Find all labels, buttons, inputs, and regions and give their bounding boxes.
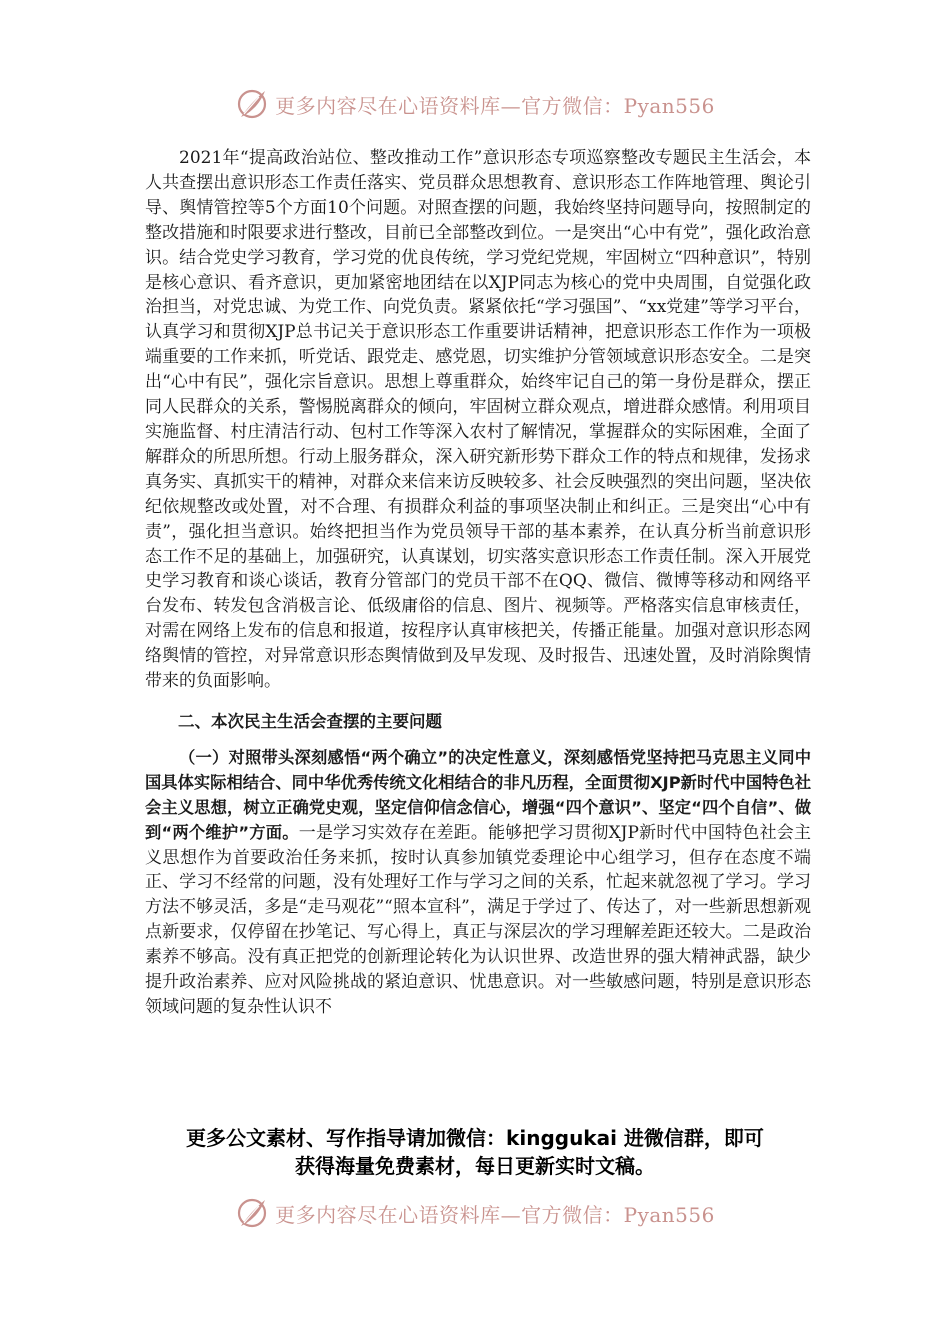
watermark-banner-bottom: [0, 1193, 950, 1233]
body-paragraph: 2021年“提高政治站位、整改推动工作”意识形态专项巡察整改专题民主生活会，本人共查摆出意识形态工作责任落实、党员群众思想教育、意识形态工作阵地管理、舆论引导、舆情管控等5个方面10个问题。对照查摆的问题，我始终坚持问题导向，按照制定的整改措施和时限要求进行整改，目前已全部整改到位。一是突出“心中有党”，强化政治意识。结合党史学习教育，学习党的优良传统，学习党纪党规，牢固树立“四种意识”，特别是核心意识、看齐意识，更加紧密地团结在以XJP同志为核心的党中央周围，自觉强化政治担当，对党忠诚、为党工作、向党负责。紧紧依托“学习强国”、“xx党建”等学习平台，认真学习和贯彻XJP总书记关于意识形态工作重要讲话精神，把意识形态工作作为一项极端重要的工作来抓，听党话、跟党走、感党恩，切实维护分管领域意识形态安全。二是突出“心中有民”，强化宗旨意识。思想上尊重群众，始终牢记自己的第一身份是群众，摆正同人民群众的关系，警惕脱离群众的倾向，牢固树立群众观点，增进群众感情。利用项目实施监督、村庄清洁行动、包村工作等深入农村了解情况，掌握群众的实际困难，全面了解群众的所思所想。行动上服务群众，深入研究新形势下群众工作的特点和规律，发扬求真务实、真抓实干的精神，对群众来信来访反映较多、社会反映强烈的突出问题，坚决依纪依规整改或处置，对不合理、有损群众利益的事项坚决制止和纠正。三是突出“心中有责”，强化担当意识。始终把担当作为党员领导干部的基本素养，在认真分析当前意识形态工作不足的基础上，加强研究，认真谋划，切实落实意识形态工作责任制。深入开展党史学习教育和谈心谈话，教育分管部门的党员干部不在QQ、微信、微博等移动和网络平台发布、转发包含消极言论、低级庸俗的信息、图片、视频等。严格落实信息审核责任，对需在网络上发布的信息和报道，按程序认真审核把关，传播正能量。加强对意识形态网络舆情的管控，对异常意识形态舆情做到及早发现、及时报告、迅速处置，及时消除舆情带来的负面影响。: [145, 148, 811, 692]
promo-notice: [0, 1124, 950, 1180]
promo-line-2: 获得海量免费素材，每日更新实时文稿。: [295, 1154, 655, 1178]
watermark-text: 更多内容尽在心语资料库—官方微信：Pyan556: [275, 1202, 715, 1227]
bold-subheading: （一）对照带头深刻感悟“两个确立”的决定性意义，深刻感悟党坚持把马克思主义同中国具体实际相结合、同中华优秀传统文化相结合的非凡历程，全面贯彻XJP新时代中国特色社会主义思想，树立正确党史观，坚定信仰信念信心，增强“四个意识”、坚定“四个自信”、做到“两个维护”方面。: [145, 747, 811, 842]
watermark-text: 更多内容尽在心语资料库—官方微信：Pyan556: [275, 93, 715, 118]
section-heading: 二、本次民主生活会查摆的主要问题: [178, 711, 442, 731]
feather-logo-icon: [235, 1196, 269, 1230]
promo-line-1: 更多公文素材、写作指导请加微信：kinggukai 进微信群，即可: [186, 1126, 764, 1150]
watermark-banner-top: [0, 84, 950, 124]
document-body: [145, 146, 811, 1020]
feather-logo-icon: [235, 87, 269, 121]
body-paragraph: [145, 746, 811, 1020]
paragraph-text: 一是学习实效存在差距。能够把学习贯彻XJP新时代中国特色社会主义思想作为首要政治任务来抓，按时认真参加镇党委理论中心组学习，但存在态度不端正、学习不经常的问题，没有处理好工作与学习之间的关系，忙起来就忽视了学习。学习方法不够灵活，多是“走马观花”“照本宣科”，满足于学过了、传达了，对一些新思想新观点新要求，仅停留在抄笔记、写心得上，真正与深层次的学习理解差距还较大。二是政治素养不够高。没有真正把党的创新理论转化为认识世界、改造世界的强大精神武器，缺少提升政治素养、应对风险挑战的紧迫意识、忧患意识。对一些敏感问题，特别是意识形态领域问题的复杂性认识不: [145, 822, 812, 1017]
